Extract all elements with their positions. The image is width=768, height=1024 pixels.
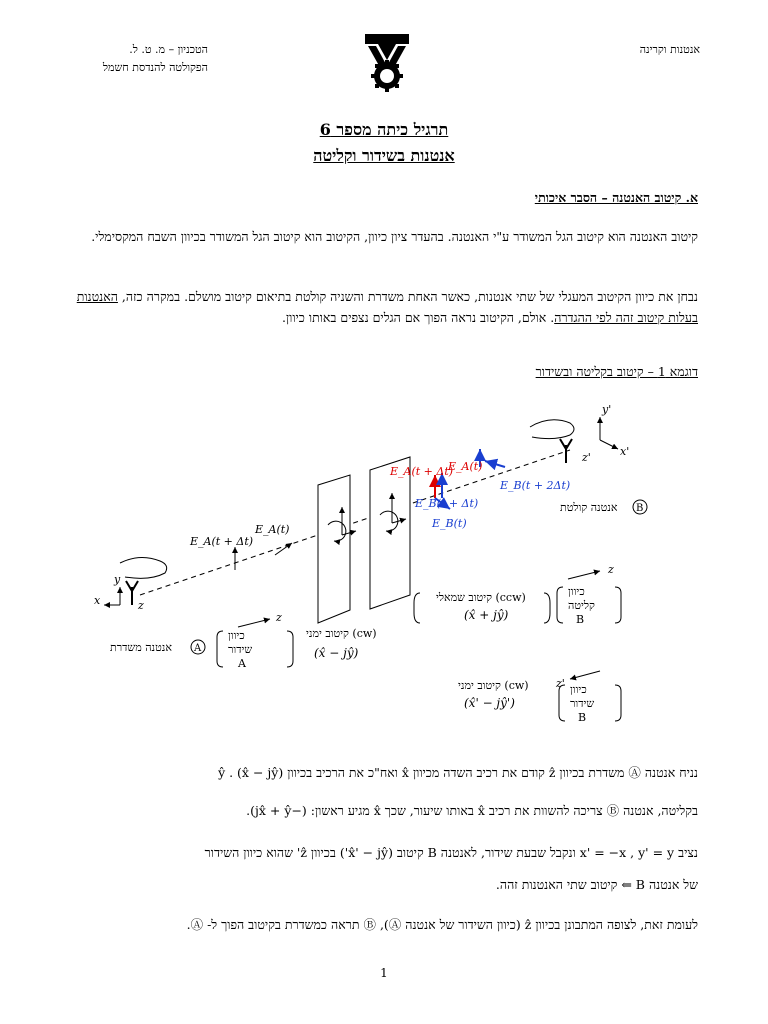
axis-zp-b: z': [582, 451, 591, 464]
paragraph-2-underlined: האנטנות בעלות קיטוב זהה לפי ההגדרה: [76, 289, 698, 325]
pol-a: (x̂ − jŷ): [314, 646, 359, 660]
text-line-5: לעומת זאת, לצופה המתבונן בכיוון ẑ (כיוון השידור של אנטנה Ⓐ), Ⓑ תראה כמשדרת בקיטוב הפוך ל- Ⓐ.: [186, 917, 698, 932]
axis-y-a: y: [114, 573, 121, 586]
institute-name: הטכניון – מ. ט. ל.: [129, 43, 208, 56]
technion-logo: [362, 30, 412, 92]
propagation-line: [140, 450, 570, 595]
axis-z-tx: z: [276, 611, 282, 624]
label-b-2: B: [578, 711, 587, 724]
label-b: B: [576, 613, 585, 626]
faculty-name: הפקולטה להנדסת חשמל: [102, 61, 208, 74]
paragraph-2-end: . אולם, הקיטוב נראה הפוך אם הגלים נצפים באותו כיוון.: [281, 310, 555, 325]
circle-a-label: A: [194, 643, 202, 654]
text-line-3: נציב x' = −x , y' = y ונקבל שבעת שידור, לאנטנה B קיטוב (x̂' − jŷ') בכיוון ẑ' שהוא כיוון השידור: [204, 845, 698, 860]
axis-x-a: x: [94, 594, 101, 607]
dir-tx-b-2: שידור: [570, 697, 595, 710]
title-line2: אנטנות בשידור וקליטה: [313, 146, 455, 165]
label-ea-t: E_A(t): [255, 523, 290, 536]
text-line-2: בקליטה, אנטנה Ⓑ צריכה להשוות את רכיב x̂ באותו שיעור, שכך x̂ מגיע ראשון: (−jx̂ + ŷ).: [246, 803, 698, 818]
pol-b: (x̂' − jŷ'): [464, 696, 515, 710]
hand-right-icon: [530, 420, 574, 439]
title-line1: תרגיל כיתה מספר 6: [319, 120, 449, 139]
axis-xp-b: x': [620, 445, 630, 458]
course-name: אנטנות וקרינה: [639, 43, 700, 56]
label-eb-tdt: E_B(t + Δt): [415, 497, 479, 510]
label-ea-t-red: E_A(t): [448, 460, 483, 473]
example-title: דוגמא 1 – קיטוב בקליטה ובשידור: [535, 364, 698, 379]
circle-b-label: B: [636, 503, 644, 514]
antenna-a-icon: [126, 581, 138, 605]
section-a-heading: א. קיטוב האנטנה – הסבר איכותי: [534, 190, 698, 205]
left-ccw-label: קיטוב שמאלי (ccw): [436, 591, 526, 604]
label-a: A: [238, 657, 246, 670]
tx-antenna-label: אנטנה משדרת: [110, 641, 172, 654]
rx-antenna-label: אנטנה קולטת: [560, 501, 618, 514]
label-eb-t: E_B(t): [432, 517, 467, 530]
polarization-diagram: [80, 395, 680, 735]
paragraph-2: [70, 286, 698, 328]
axis-z-a: z: [138, 599, 144, 612]
text-line-1: נניח אנטנה Ⓐ משדרת בכיוון ẑ קודם את רכיב השדה מכיוון x̂ ואח"כ את הרכיב בכיוון ŷ . (x̂ − jŷ): [218, 765, 698, 780]
right-cw-label: קיטוב ימני (cw): [306, 627, 377, 640]
axis-yp-b: y': [602, 403, 612, 416]
axis-z-rx: z: [608, 563, 614, 576]
right-cw2-label: קיטוב ימני (cw): [458, 679, 529, 692]
dir-rx-b: כיוון: [568, 585, 585, 598]
label-ea-tdt: E_A(t + Δt): [190, 535, 254, 548]
axis-zp-tx: z': [556, 677, 565, 690]
paragraph-2-start: נבחן את כיוון הקיטוב המעגלי של שתי אנטנות, כאשר האחת משדרת והשניה קולטת בתיאום קיטוב מושלם. במקרה כזה,: [117, 289, 698, 304]
label-ea-tdt-red: E_A(t + Δt): [390, 465, 454, 478]
hand-left-icon: [120, 557, 167, 578]
dir-rx-b-2: קליטה: [568, 599, 595, 612]
dir-tx-a-2: שידור: [228, 643, 253, 656]
dir-tx-b: כיוון: [570, 683, 587, 696]
plate-1: [318, 475, 350, 623]
antenna-b-icon: [560, 439, 572, 463]
label-eb-t2dt: E_B(t + 2Δt): [500, 479, 571, 492]
dir-tx-a: כיוון: [228, 629, 245, 642]
plate-2: [370, 457, 410, 609]
pol-left: (x̂ + jŷ): [464, 608, 509, 622]
paragraph-1: קיטוב האנטנה הוא קיטוב הגל המשודר ע"י האנטנה. בהעדר ציון כיוון, הקיטוב הוא קיטוב הגל המשודר בכיוון השבח המקסימלי.: [91, 229, 698, 244]
page-number: 1: [380, 966, 388, 980]
text-line-4: של אנטנה B ⇐ קיטוב שתי האנטנות זהה.: [495, 877, 698, 892]
